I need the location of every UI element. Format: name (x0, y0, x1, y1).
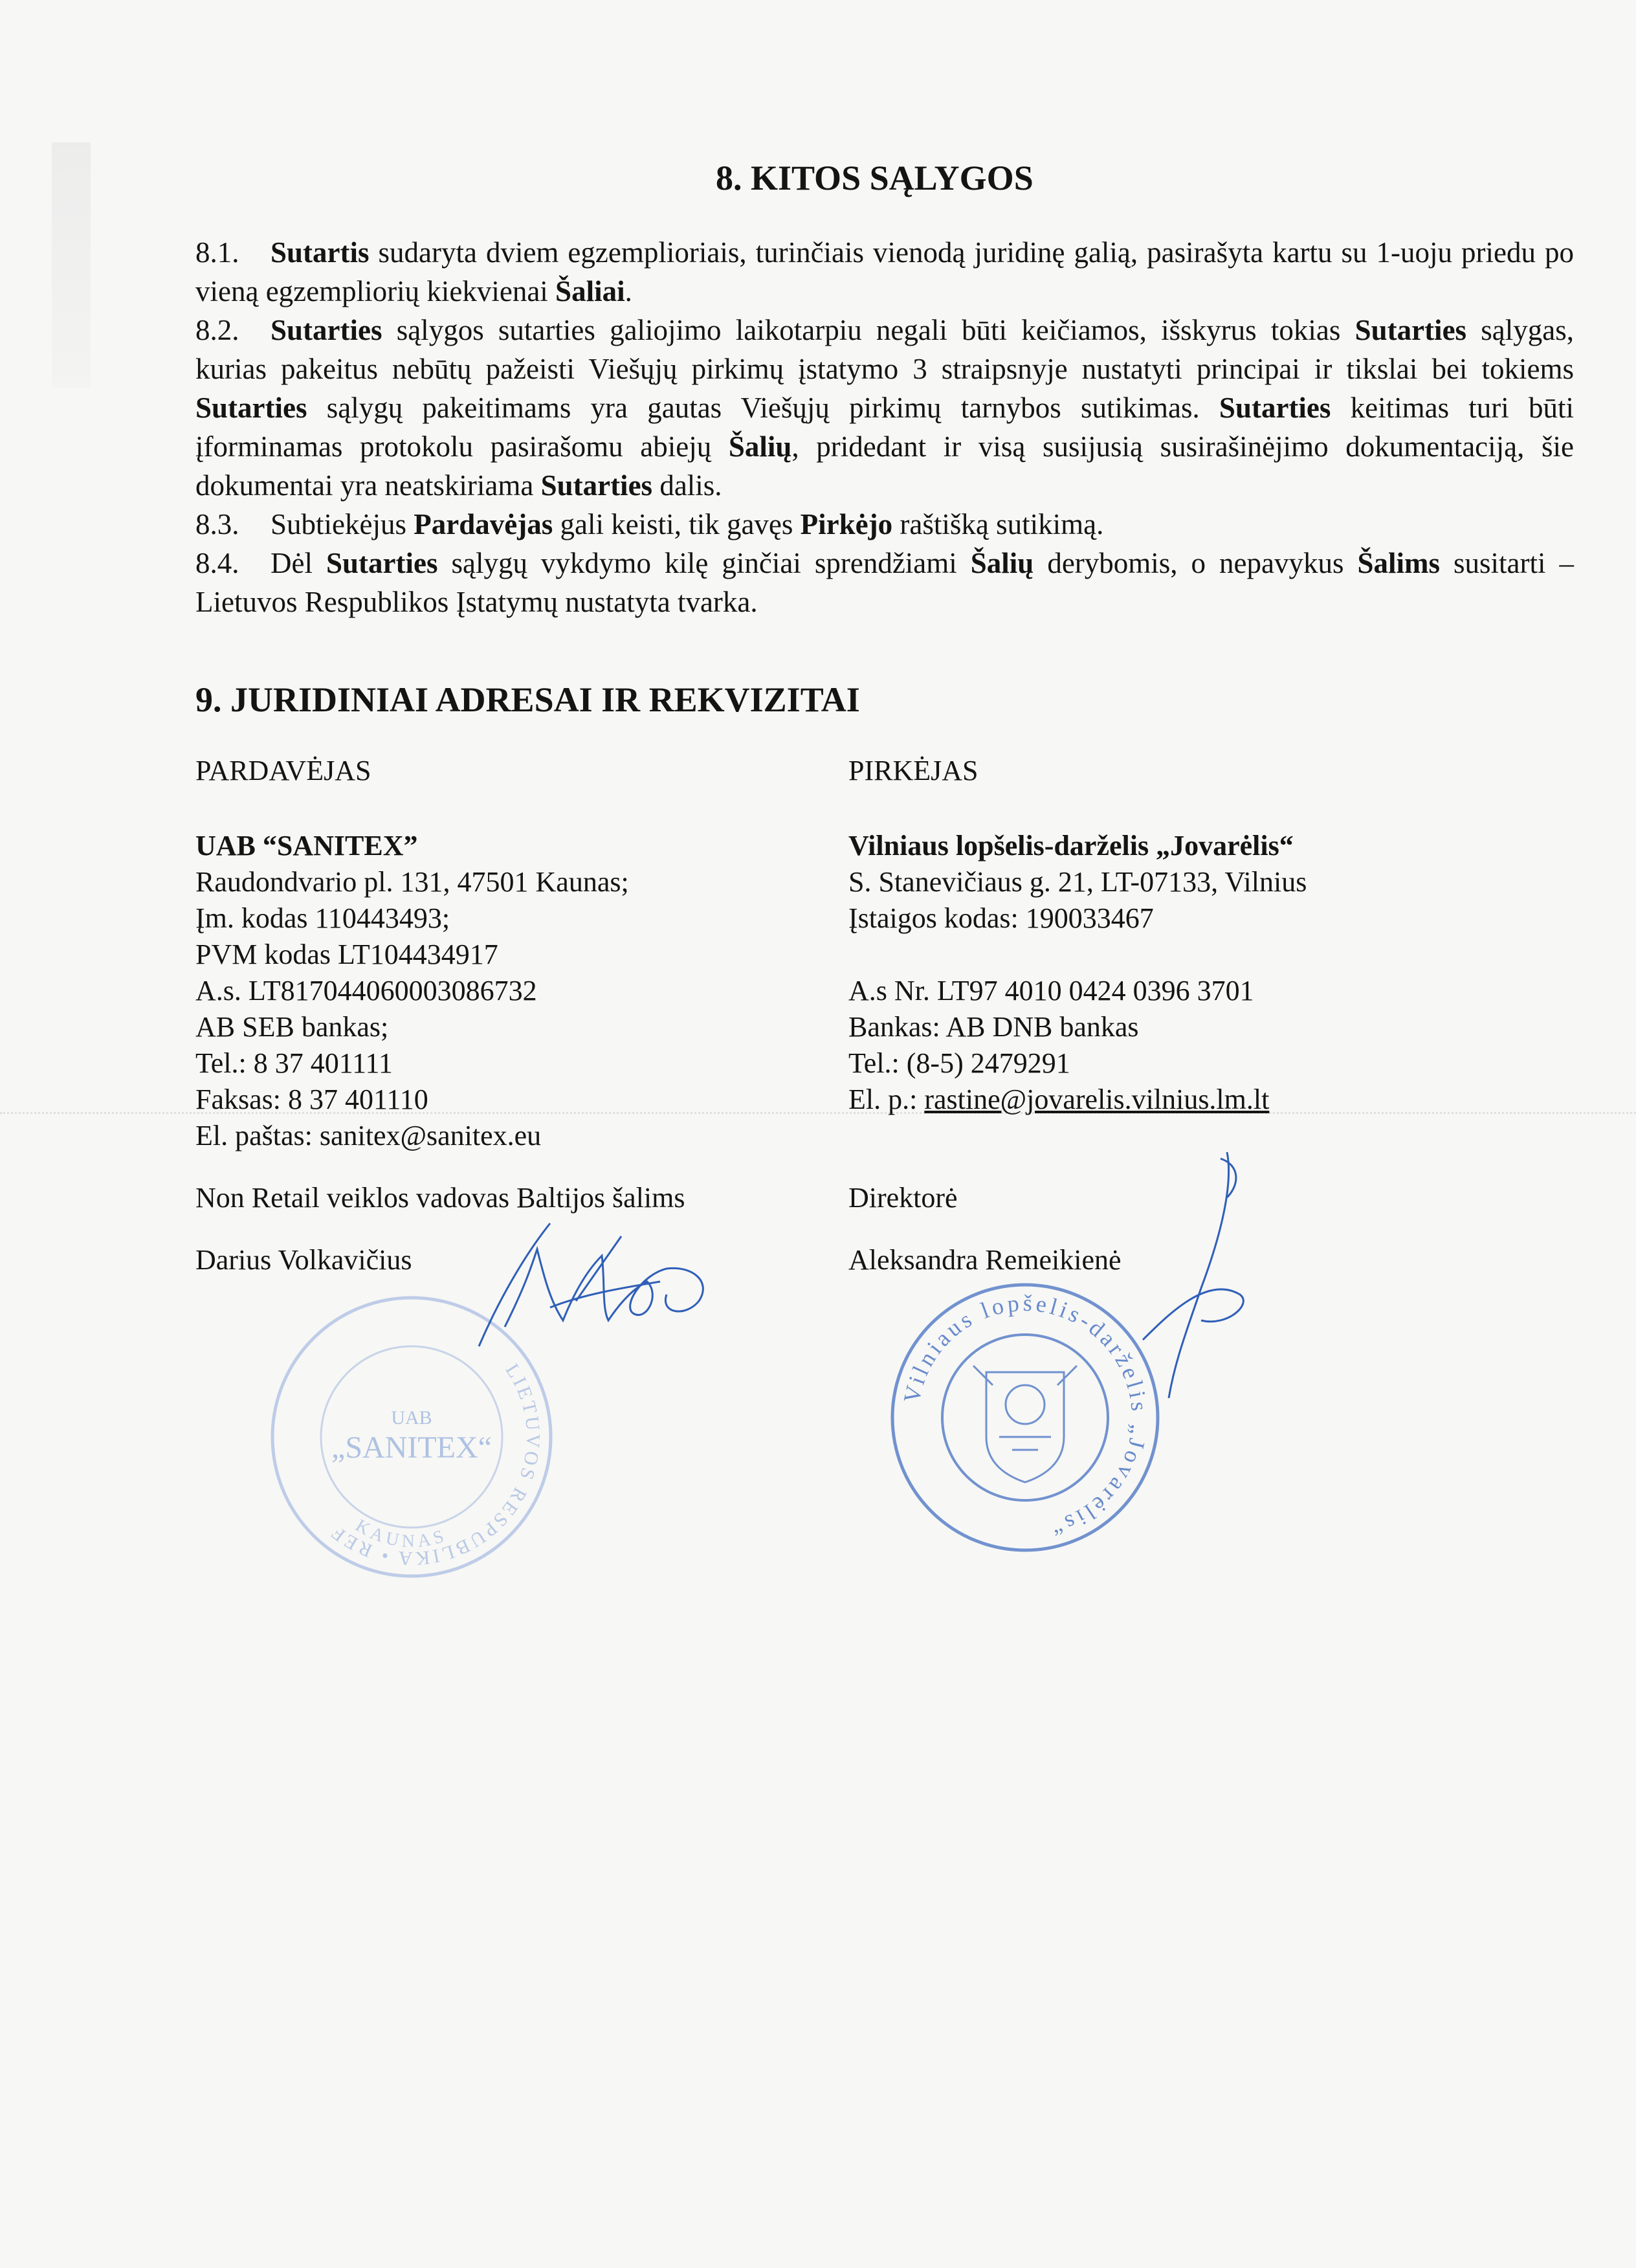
clause-term: Šalių (970, 547, 1034, 579)
clause-term: Pardavėjas (414, 508, 553, 540)
seller-stamp-ring-bottom: KAUNAS (351, 1515, 450, 1552)
clause-text: Dėl (271, 547, 326, 579)
clause-4 (195, 544, 1574, 621)
clause-term: Sutarties (271, 314, 382, 346)
buyer-stamp-outer-ring (892, 1285, 1158, 1550)
clause-text: sąlygos sutarties galiojimo laikotarpiu negali būti keičiamos, išskyrus tokias (382, 314, 1355, 346)
buyer-signature (1130, 1146, 1272, 1405)
clause-1 (195, 233, 1574, 311)
seller-bank: AB SEB bankas; (195, 1011, 389, 1043)
seller-company-code: Įm. kodas 110443493; (195, 902, 450, 934)
buyer-signatory: Aleksandra Remeikienė (848, 1244, 1122, 1276)
clause-list (195, 233, 1574, 621)
clause-number: 8.1. (195, 236, 239, 269)
clause-term: Sutarties (195, 392, 307, 424)
clause-number: 8.4. (195, 547, 239, 579)
clause-text: sąlygas, kurias pakeitus nebūtų pažeisti Viešųjų pirkimų įstatymo 3 straipsnyje nustatyti principai ir tikslai bei tokiems (195, 314, 1574, 385)
buyer-email-label: El. p.: (848, 1084, 925, 1115)
clause-2 (195, 311, 1574, 505)
clause-term: Šaliai (555, 275, 625, 307)
clause-3 (195, 505, 1574, 544)
clause-text: sudaryta dviem egzemplioriais, turinčiais vienodą juridinę galią, pasirašyta kartu su 1-uoju priedu po vieną egzempliorių kiekvienai (195, 236, 1574, 307)
buyer-account: A.s Nr. LT97 4010 0424 0396 3701 (848, 975, 1254, 1006)
clause-text: keitimas turi būti įforminamas protokolu pasirašomu abiejų (195, 392, 1575, 463)
seller-stamp-center-large: „SANITEX“ (331, 1430, 492, 1465)
clause-term: Sutarties (1354, 314, 1467, 346)
clause-term: Sutarties (540, 469, 653, 502)
clause-number: 8.2. (195, 314, 239, 346)
seller-account: A.s. LT817044060003086732 (195, 975, 537, 1006)
clause-text: gali keisti, tik gavęs (553, 508, 801, 540)
buyer-stamp-inner-ring (942, 1335, 1108, 1500)
buyer-name: Vilniaus lopšelis-darželis „Jovarėlis“ (848, 830, 1294, 862)
coat-of-arms-emblem (973, 1366, 1077, 1482)
buyer-role: PIRKĖJAS (848, 755, 978, 786)
seller-stamp-center-small: UAB (391, 1407, 432, 1429)
buyer-address: S. Stanevičiaus g. 21, LT-07133, Vilnius (848, 866, 1307, 898)
clause-text: raštišką sutikimą. (892, 508, 1104, 540)
clause-term: Šalių (728, 430, 792, 463)
seller-email: El. paštas: sanitex@sanitex.eu (195, 1120, 542, 1151)
clause-text: , pridedant ir visą susijusią susirašinėjimo dokumentaciją, šie dokumentai yra neatskiriama (195, 430, 1574, 502)
seller-position: Non Retail veiklos vadovas Baltijos šalims (195, 1182, 685, 1214)
buyer-email-line (848, 1082, 1496, 1118)
clause-number: 8.3. (195, 508, 239, 540)
buyer-phone: Tel.: (8-5) 2479291 (848, 1047, 1070, 1079)
clause-text: . (625, 275, 632, 307)
section-8-clauses (195, 233, 1574, 621)
clause-text: dalis. (652, 469, 722, 502)
buyer-institution-code: Įstaigos kodas: 190033467 (848, 902, 1154, 934)
bleed-through-mark (52, 142, 91, 388)
seller-fax: Faksas: 8 37 401110 (195, 1084, 428, 1115)
seller-role: PARDAVĖJAS (195, 755, 371, 786)
clause-text: Subtiekėjus (271, 508, 414, 540)
seller-column (195, 753, 843, 1278)
buyer-signature-stroke (1143, 1152, 1243, 1398)
clause-term: Sutartis (271, 236, 370, 269)
seller-name: UAB “SANITEX” (195, 830, 418, 862)
buyer-bank: Bankas: AB DNB bankas (848, 1011, 1139, 1043)
seller-address: Raudondvario pl. 131, 47501 Kaunas; (195, 866, 629, 898)
clause-term: Sutarties (1219, 392, 1331, 424)
buyer-stamp (883, 1275, 1167, 1560)
section-9-title: 9. JURIDINIAI ADRESAI IR REKVIZITAI (195, 680, 860, 719)
section-8-title: 8. KITOS SĄLYGOS (716, 159, 1034, 197)
seller-phone: Tel.: 8 37 401111 (195, 1047, 393, 1079)
seller-vat-code: PVM kodas LT104434917 (195, 939, 498, 970)
clause-term: Šalims (1357, 547, 1441, 579)
buyer-position: Direktorė (848, 1182, 958, 1214)
seller-signature (453, 1210, 725, 1366)
buyer-email-link[interactable]: rastine@jovarelis.vilnius.lm.lt (924, 1084, 1270, 1115)
clause-term: Sutarties (326, 547, 438, 579)
clause-text: derybomis, o nepavykus (1034, 547, 1358, 579)
clause-term: Pirkėjo (800, 508, 893, 540)
seller-signature-stroke (479, 1223, 703, 1346)
clause-text: susitarti – Lietuvos Respublikos Įstatymų nustatyta tvarka. (195, 547, 1574, 618)
clause-text: sąlygų vykdymo kilę ginčiai sprendžiami (437, 547, 971, 579)
seller-stamp-ring-text: LIETUVOS RESPUBLIKA • REF (326, 1360, 544, 1570)
clause-text: sąlygų pakeitimams yra gautas Viešųjų pirkimų tarnybos sutikimas. (307, 392, 1219, 424)
buyer-stamp-ring-text: Vilniaus lopšelis-darželis „Jovarėlis“ (898, 1289, 1153, 1542)
seller-signatory: Darius Volkavičius (195, 1244, 412, 1276)
